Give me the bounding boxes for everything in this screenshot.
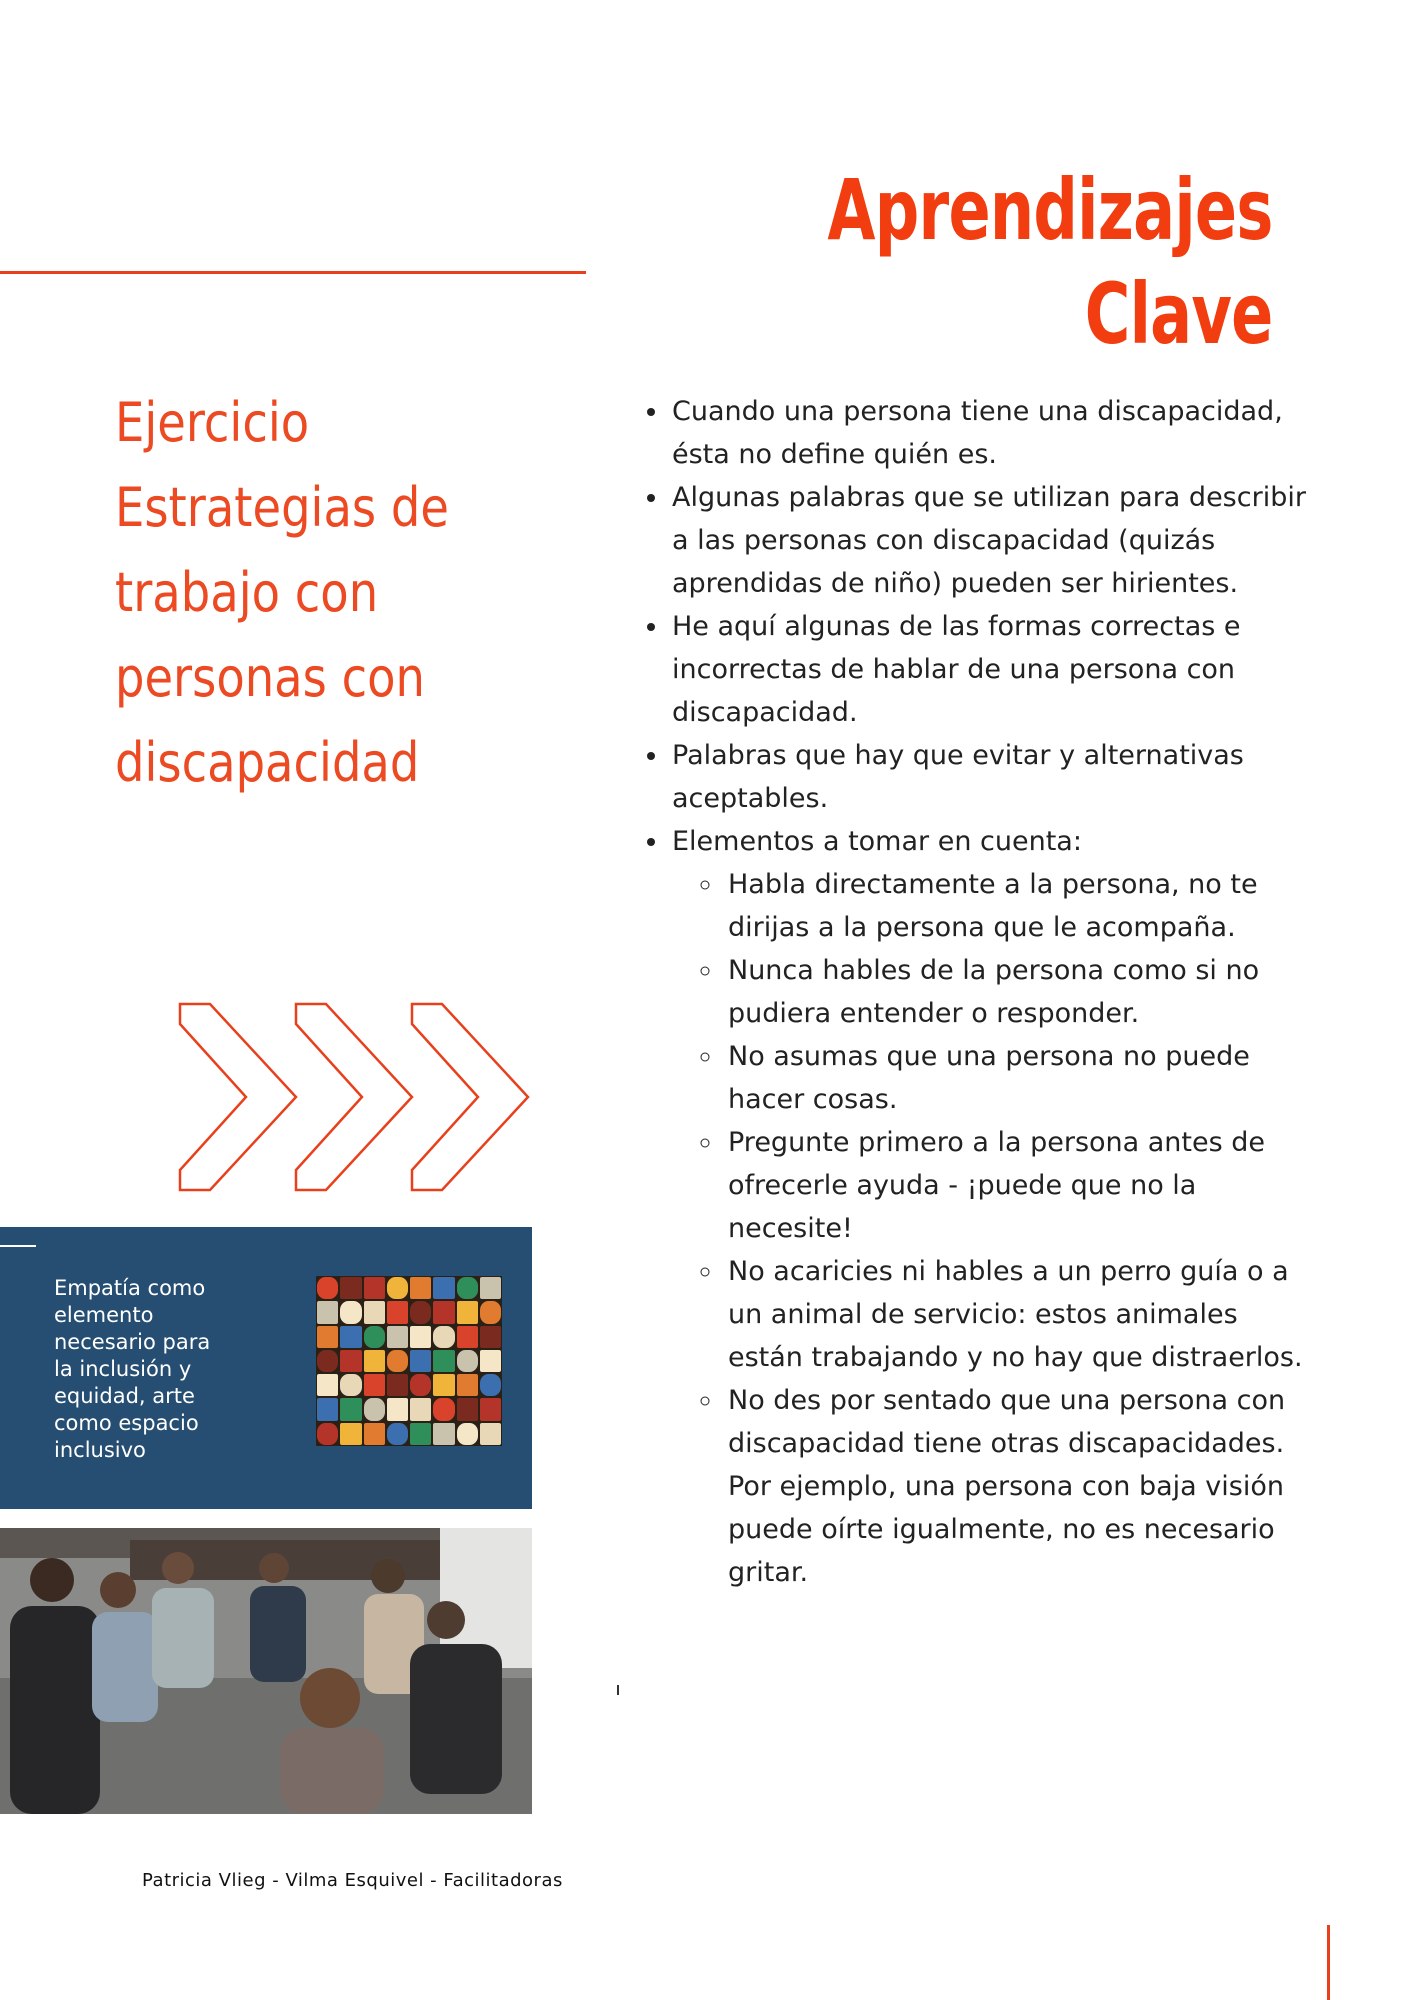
mural-tile xyxy=(387,1374,408,1396)
mural-tile xyxy=(410,1277,431,1299)
mural-tile xyxy=(480,1326,501,1348)
list-item: • Algunas palabras que se utilizan para describir a las personas con discapacidad (quizás aprendidas de niño) pueden ser hirientes. xyxy=(670,476,1320,605)
list-item: • He aquí algunas de las formas correctas e incorrectas de hablar de una persona con discapacidad. xyxy=(670,605,1320,734)
subtitle-line: Estrategias de xyxy=(115,476,449,539)
mural-tile xyxy=(364,1374,385,1396)
key-learnings-list xyxy=(640,390,1320,1594)
top-divider-line xyxy=(0,271,586,274)
mural-tile xyxy=(317,1301,338,1323)
mural-tile xyxy=(340,1423,361,1445)
mural-tile xyxy=(387,1350,408,1372)
page-title xyxy=(828,158,1273,366)
mural-tile xyxy=(433,1277,454,1299)
mural-tile xyxy=(387,1398,408,1420)
mural-tile xyxy=(410,1423,431,1445)
mural-tile xyxy=(387,1277,408,1299)
subtitle-line: discapacidad xyxy=(115,731,420,794)
mural-tile xyxy=(364,1398,385,1420)
mural-tile xyxy=(387,1301,408,1323)
bottom-accent-line xyxy=(1327,1925,1330,2000)
mural-tile xyxy=(364,1326,385,1348)
mural-tile xyxy=(340,1301,361,1323)
mural-tile xyxy=(457,1301,478,1323)
mural-tile xyxy=(480,1350,501,1372)
art-mural-image xyxy=(316,1276,502,1446)
mural-tile xyxy=(410,1301,431,1323)
stray-mark xyxy=(617,1685,619,1695)
footer-credits: Patricia Vlieg - Vilma Esquivel - Facilitadoras xyxy=(142,1870,563,1891)
sub-list-item: ◦ No asumas que una persona no puede hacer cosas. xyxy=(724,1035,1320,1121)
mural-tile xyxy=(410,1350,431,1372)
list-item: • Palabras que hay que evitar y alternativas aceptables. xyxy=(670,734,1320,820)
sub-list-item: ◦ Habla directamente a la persona, no te dirijas a la persona que le acompaña. xyxy=(724,863,1320,949)
mural-tile xyxy=(480,1301,501,1323)
mural-tile xyxy=(433,1423,454,1445)
mural-tile xyxy=(364,1423,385,1445)
mural-tile xyxy=(340,1374,361,1396)
mural-tile xyxy=(317,1350,338,1372)
panel-accent-line xyxy=(0,1245,36,1247)
sub-list-item: ◦ No acaricies ni hables a un perro guía o a un animal de servicio: estos animales están trabajando y no hay que distraerlos. xyxy=(724,1250,1320,1379)
chevron-arrows-icon xyxy=(174,1002,534,1192)
mural-tile xyxy=(387,1326,408,1348)
mural-tile xyxy=(480,1374,501,1396)
mural-tile xyxy=(433,1398,454,1420)
group-workshop-photo xyxy=(0,1528,532,1814)
mural-tile xyxy=(364,1301,385,1323)
mural-tile xyxy=(340,1398,361,1420)
mural-tile xyxy=(480,1398,501,1420)
subtitle-line: trabajo con xyxy=(115,561,379,624)
sub-list xyxy=(672,863,1320,1594)
list-item xyxy=(670,820,1320,1594)
mural-tile xyxy=(364,1350,385,1372)
title-line-1: Aprendizajes xyxy=(827,161,1273,259)
panel-caption: Empatía como elemento necesario para la inclusión y equidad, arte como espacio inclusivo xyxy=(54,1276,211,1462)
mural-tile xyxy=(387,1423,408,1445)
sub-list-item: ◦ No des por sentado que una persona con discapacidad tiene otras discapacidades. Por ejemplo, una persona con baja visión puede oírte igualmente, no es necesario gritar. xyxy=(724,1379,1320,1594)
mural-tile xyxy=(457,1398,478,1420)
mural-tile xyxy=(364,1277,385,1299)
mural-tile xyxy=(410,1326,431,1348)
mural-tile xyxy=(340,1350,361,1372)
mural-tile xyxy=(317,1374,338,1396)
mural-tile xyxy=(410,1398,431,1420)
mural-tile xyxy=(317,1423,338,1445)
mural-tile xyxy=(340,1326,361,1348)
mural-tile xyxy=(457,1277,478,1299)
mural-tile xyxy=(457,1350,478,1372)
mural-tile xyxy=(433,1326,454,1348)
title-line-2: Clave xyxy=(1085,265,1273,363)
mural-tile xyxy=(457,1423,478,1445)
mural-tile xyxy=(340,1277,361,1299)
mural-tile xyxy=(317,1398,338,1420)
sub-list-item: ◦ Pregunte primero a la persona antes de ofrecerle ayuda - ¡puede que no la necesite! xyxy=(724,1121,1320,1250)
mural-tile xyxy=(480,1423,501,1445)
mural-tile xyxy=(410,1374,431,1396)
mural-tile xyxy=(480,1277,501,1299)
list-item-text: Elementos a tomar en cuenta: xyxy=(672,826,1082,857)
mural-tile xyxy=(317,1277,338,1299)
sub-list-item: ◦ Nunca hables de la persona como si no pudiera entender o responder. xyxy=(724,949,1320,1035)
mural-tile xyxy=(317,1326,338,1348)
mural-tile xyxy=(457,1326,478,1348)
subtitle-line: Ejercicio xyxy=(115,391,310,454)
subtitle-line: personas con xyxy=(115,646,425,709)
mural-tile xyxy=(433,1301,454,1323)
list-item: • Cuando una persona tiene una discapacidad, ésta no define quién es. xyxy=(670,390,1320,476)
mural-tile xyxy=(457,1374,478,1396)
mural-tile xyxy=(433,1374,454,1396)
section-subtitle xyxy=(115,380,476,805)
mural-tile xyxy=(433,1350,454,1372)
